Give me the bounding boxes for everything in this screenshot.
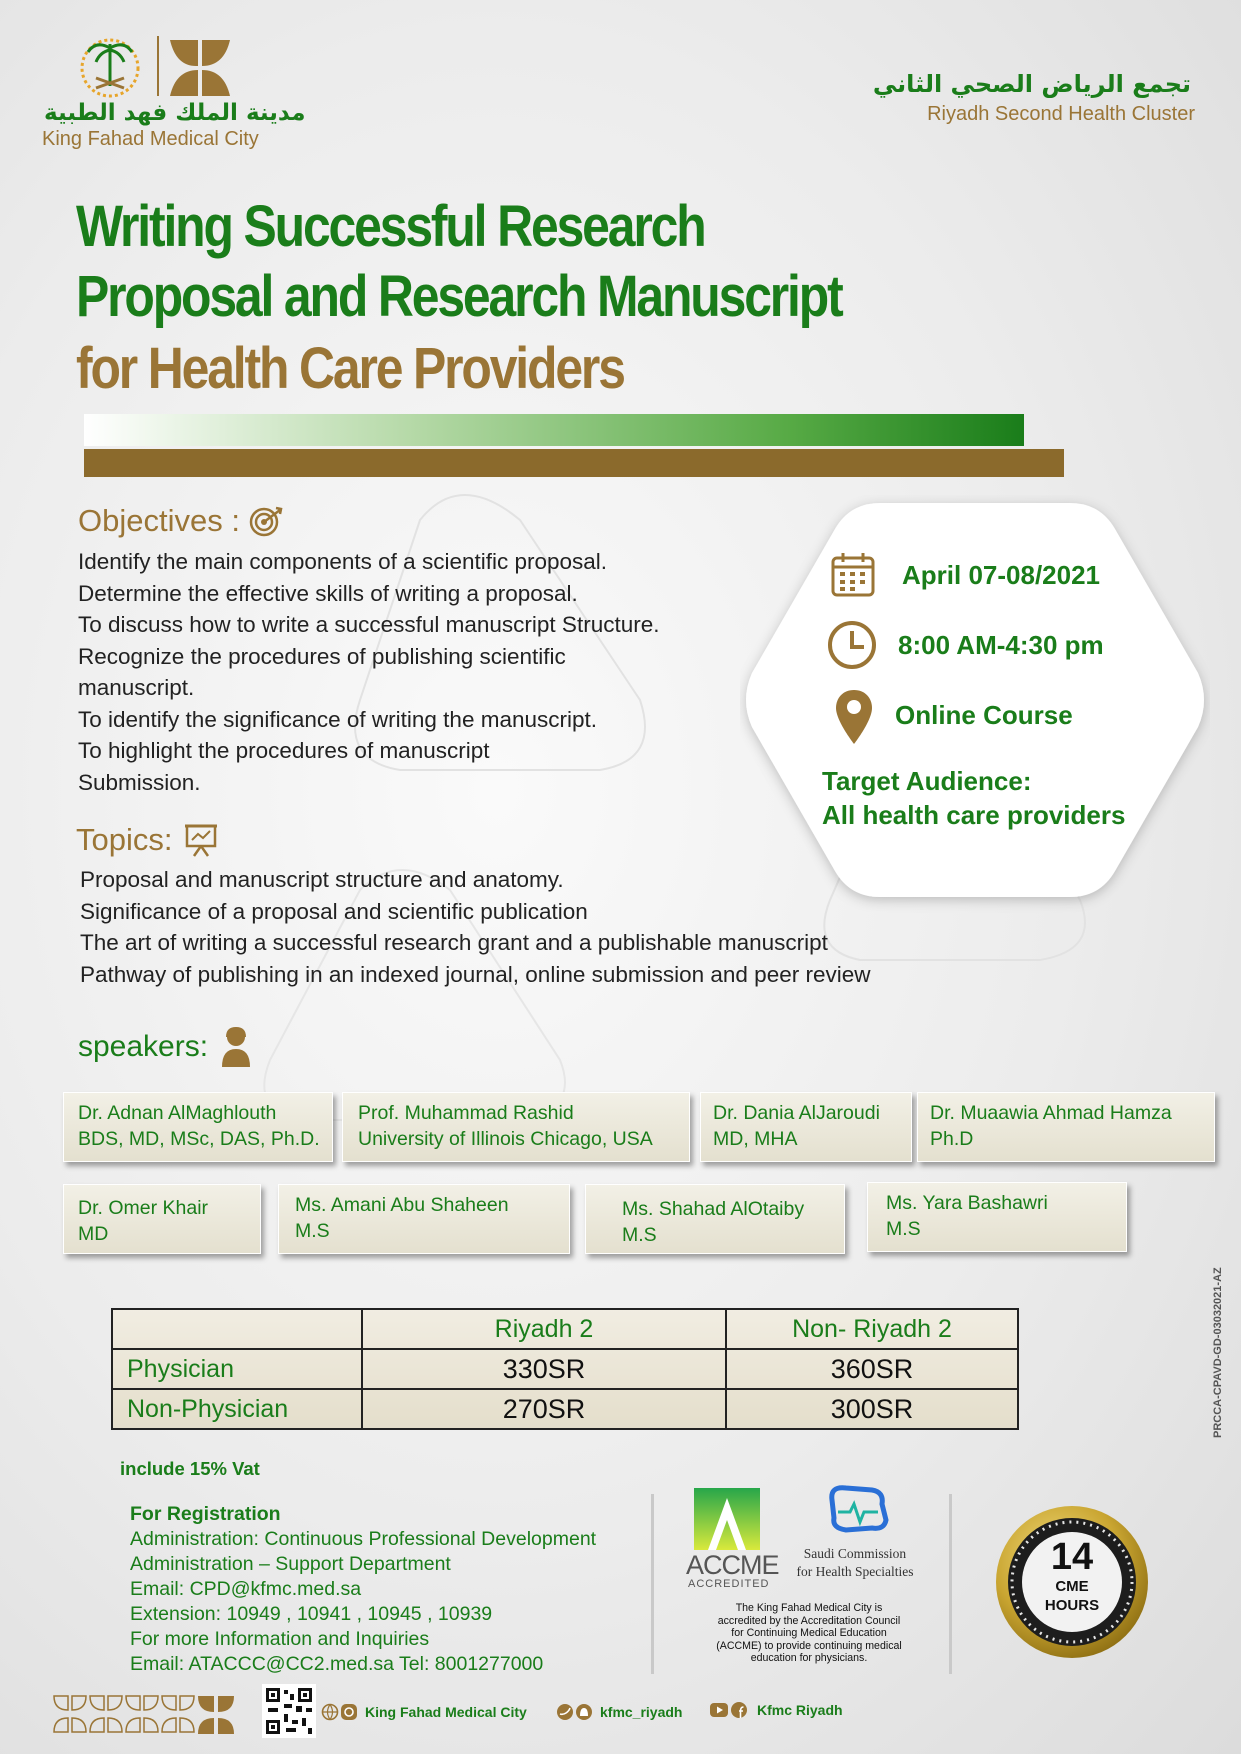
qr-code[interactable]: [262, 1684, 316, 1738]
objective-item: Identify the main components of a scientific proposal.: [78, 549, 608, 574]
topics-list: [80, 864, 871, 990]
youtube-facebook-icon: [710, 1701, 748, 1719]
objectives-header: [78, 503, 284, 539]
calendar-icon: [830, 552, 876, 598]
target-icon: [248, 504, 284, 538]
course-time: 8:00 AM-4:30 pm: [898, 630, 1104, 660]
speaker-card: [917, 1092, 1215, 1162]
speaker-name: Ms. Yara Bashawri: [886, 1192, 1048, 1214]
objective-item: manuscript.: [78, 675, 195, 700]
speaker-credentials: MD, MHA: [713, 1128, 798, 1150]
twitter-snapchat-icon: [556, 1703, 594, 1721]
statement-line: for Continuing Medical Education: [731, 1627, 887, 1639]
gold-divider-bar: [84, 449, 1064, 477]
objective-item: Submission.: [78, 769, 201, 795]
flyer-page: مدينة الملك فهد الطبية King Fahad Medical City تجمع الرياض الصحي الثاني Riyadh Second Health Cluster Writing Successful Research Proposal and Research Manuscript for Health Care Providers Objectives : Identify the main components of a scientific proposal. Determine the effective skills of writing a proposal. To discuss how to write a successful manuscript Structure. Recognize the procedures of publishing scientific manuscript. To identify the significance of writing the manuscript. To highlight the procedures of manuscript Submission. April 07-08/2021 8:00 AM-4:30 pm Online Course Target Audience: All health care providers Topics: Proposal and manuscript structure and anatomy. Significance of a proposal and scientific publication The art of writing a successful research grant and a publishable manuscript Pathway of publishing in an indexed journal, online submission and peer review speakers: Dr. Adnan AlMaghlouth BDS, MD, MSc, DAS, Ph.D. Prof. Muhammad Rashid University of Illinois Chicago, USA Dr. Dania AlJaroudi MD, MHA Dr. Muaawia Ahmad Hamza Ph.D Dr. Omer Khair MD Ms. Amani Abu Shaheen M.S Ms. Shahad AlOtaiby M.S Ms. Yara Bashawri M.S Riyadh 2 Non- Riyadh 2 Physician 330SR 360SR Non-Physician 270SR 300SR include 15% Vat PRCCA-CPAVD-GD-03032021-AZ For Registration Administration: Continuous Professional Development Administration – Support Department Email: CPD@kfmc.med.sa Extension: 10949 , 10941 , 10945 , 10939 For more Information and Inquiries Email: ATACCC@CC2.med.sa Tel: 8001277000 ACCME ACCREDITED Saudi Commission for Health Specialties The King Fahad Medical City is accredited by the Accreditation Council for Continuing Medical Education (ACCME) to provide continuing medical education for physicians. 14 CME HOURS King Fahad Medical City kfmc_riyadh Kfmc Riyadh: [0, 0, 1241, 1754]
registration-line: Administration – Support Department: [130, 1553, 451, 1575]
speaker-name: Prof. Muhammad Rashid: [358, 1102, 574, 1124]
topic-item: Pathway of publishing in an indexed journal, online submission and peer review: [80, 961, 871, 987]
speaker-name: Dr. Omer Khair: [78, 1197, 209, 1219]
objective-item: To highlight the procedures of manuscript: [78, 738, 490, 763]
speakers-header: [78, 1026, 252, 1068]
accreditation-statement: [686, 1602, 932, 1665]
presentation-board-icon: [184, 822, 218, 858]
speaker-card: [342, 1092, 690, 1162]
accme-name: ACCME: [686, 1550, 779, 1580]
social-handle-kfmc[interactable]: King Fahad Medical City: [365, 1704, 527, 1720]
objectives-heading: Objectives :: [78, 503, 240, 538]
cme-hours-label: HOURS: [1044, 1597, 1100, 1614]
objectives-list: [78, 546, 659, 798]
clock-icon: [826, 619, 878, 671]
scfhs-line: Saudi Commission: [803, 1546, 907, 1561]
fee-cell: 270SR: [362, 1389, 726, 1429]
fee-cell: 330SR: [362, 1349, 726, 1389]
kfmc-logo: [74, 30, 254, 100]
topic-item: Significance of a proposal and scientific publication: [80, 898, 588, 924]
table-header-cell: [112, 1309, 362, 1349]
target-audience-value: All health care providers: [822, 800, 1126, 830]
objective-item: To identify the significance of writing the manuscript.: [78, 706, 598, 732]
speaker-credentials: University of Illinois Chicago, USA: [358, 1128, 653, 1150]
table-row: [112, 1389, 1018, 1429]
palm-emblem-icon: [82, 40, 138, 96]
speaker-credentials: M.S: [622, 1224, 657, 1246]
row-label: Non-Physician: [112, 1389, 362, 1429]
statement-line: (ACCME) to provide continuing medical: [716, 1639, 902, 1652]
kfmc-pattern-logo: [50, 1692, 240, 1738]
title-line-2: Proposal and Research Manuscript: [76, 264, 842, 329]
cme-label: CME: [1055, 1578, 1089, 1595]
petal-logo-icon: [170, 40, 230, 96]
statement-line: accredited by the Accreditation Council: [717, 1614, 901, 1627]
target-audience-label: Target Audience:: [822, 766, 1032, 796]
statement-line: The King Fahad Medical City is: [735, 1602, 883, 1614]
table-header-row: [112, 1309, 1018, 1349]
cme-badge-text: [1022, 1537, 1122, 1615]
speaker-person-icon: [220, 1026, 252, 1068]
speaker-credentials: BDS, MD, MSc, DAS, Ph.D.: [78, 1128, 320, 1150]
speaker-name: Ms. Shahad AlOtaiby: [622, 1198, 805, 1220]
registration-heading: For Registration: [130, 1503, 281, 1525]
course-date: April 07-08/2021: [902, 560, 1101, 590]
table-header-cell: Non- Riyadh 2: [726, 1309, 1018, 1349]
topic-item: Proposal and manuscript structure and anatomy.: [80, 867, 564, 892]
statement-line: education for physicians.: [750, 1652, 868, 1664]
speaker-card: [278, 1184, 570, 1254]
speaker-card: [63, 1092, 333, 1162]
accme-accredited: ACCREDITED: [688, 1578, 770, 1590]
kfmc-english-name: King Fahad Medical City: [42, 128, 259, 150]
speaker-credentials: Ph.D: [930, 1128, 974, 1150]
scfhs-name: [796, 1545, 914, 1581]
registration-email[interactable]: Email: CPD@kfmc.med.sa: [130, 1578, 362, 1600]
speaker-card: [867, 1182, 1127, 1252]
divider-line: [949, 1494, 952, 1674]
objective-item: Determine the effective skills of writing a proposal.: [78, 580, 578, 606]
registration-extensions: Extension: 10949 , 10941 , 10945 , 10939: [130, 1603, 493, 1625]
vat-note: include 15% Vat: [120, 1458, 260, 1479]
speaker-name: Ms. Amani Abu Shaheen: [295, 1194, 509, 1216]
speaker-name: Dr. Adnan AlMaghlouth: [78, 1102, 277, 1124]
fee-cell: 360SR: [726, 1349, 1018, 1389]
speaker-card: [63, 1184, 261, 1254]
speaker-name: Dr. Muaawia Ahmad Hamza: [930, 1102, 1172, 1124]
speaker-credentials: M.S: [886, 1218, 921, 1240]
registration-block: [130, 1502, 596, 1677]
social-handle-youtube[interactable]: Kfmc Riyadh: [757, 1702, 843, 1718]
topics-heading: Topics:: [76, 822, 173, 857]
registration-line: Administration: Continuous Professional Development: [130, 1528, 597, 1550]
title-line-3: for Health Care Providers: [76, 336, 624, 401]
cluster-arabic-name: تجمع الرياض الصحي الثاني: [872, 70, 1191, 98]
course-location: Online Course: [895, 700, 1073, 730]
row-label: Physician: [112, 1349, 362, 1389]
objective-item: Recognize the procedures of publishing scientific: [78, 643, 566, 669]
fee-table: [111, 1308, 1019, 1430]
topics-header: [76, 822, 218, 858]
speakers-heading: speakers:: [78, 1030, 209, 1063]
speaker-card: [700, 1092, 912, 1162]
web-instagram-icon: [321, 1703, 359, 1721]
cme-hours-number: 14: [1050, 1536, 1094, 1578]
topic-item: The art of writing a successful research grant and a publishable manuscript: [80, 930, 828, 955]
table-row: [112, 1349, 1018, 1389]
registration-line: For more Information and Inquiries: [130, 1628, 430, 1650]
cluster-english-name: Riyadh Second Health Cluster: [927, 103, 1195, 125]
table-header-cell: Riyadh 2: [362, 1309, 726, 1349]
kfmc-arabic-name: مدينة الملك فهد الطبية: [44, 100, 306, 126]
accme-logo-icon: [694, 1488, 760, 1550]
objective-item: To discuss how to write a successful manuscript Structure.: [78, 612, 660, 637]
scfhs-line: for Health Specialties: [796, 1564, 914, 1579]
target-audience: [822, 764, 1125, 832]
location-pin-icon: [834, 688, 874, 746]
speaker-credentials: M.S: [295, 1220, 330, 1242]
speaker-credentials: MD: [78, 1223, 109, 1245]
fee-cell: 300SR: [726, 1389, 1018, 1429]
gradient-divider-bar: [84, 414, 1024, 446]
social-handle-twitter[interactable]: kfmc_riyadh: [600, 1704, 683, 1720]
title-line-1: Writing Successful Research: [76, 194, 705, 259]
speaker-name: Dr. Dania AlJaroudi: [713, 1102, 880, 1124]
scfhs-logo-icon: [824, 1482, 892, 1536]
divider-line: [651, 1494, 654, 1674]
speaker-card: [585, 1184, 845, 1254]
inquiries-contact[interactable]: Email: ATACCC@CC2.med.sa Tel: 8001277000: [130, 1653, 544, 1675]
